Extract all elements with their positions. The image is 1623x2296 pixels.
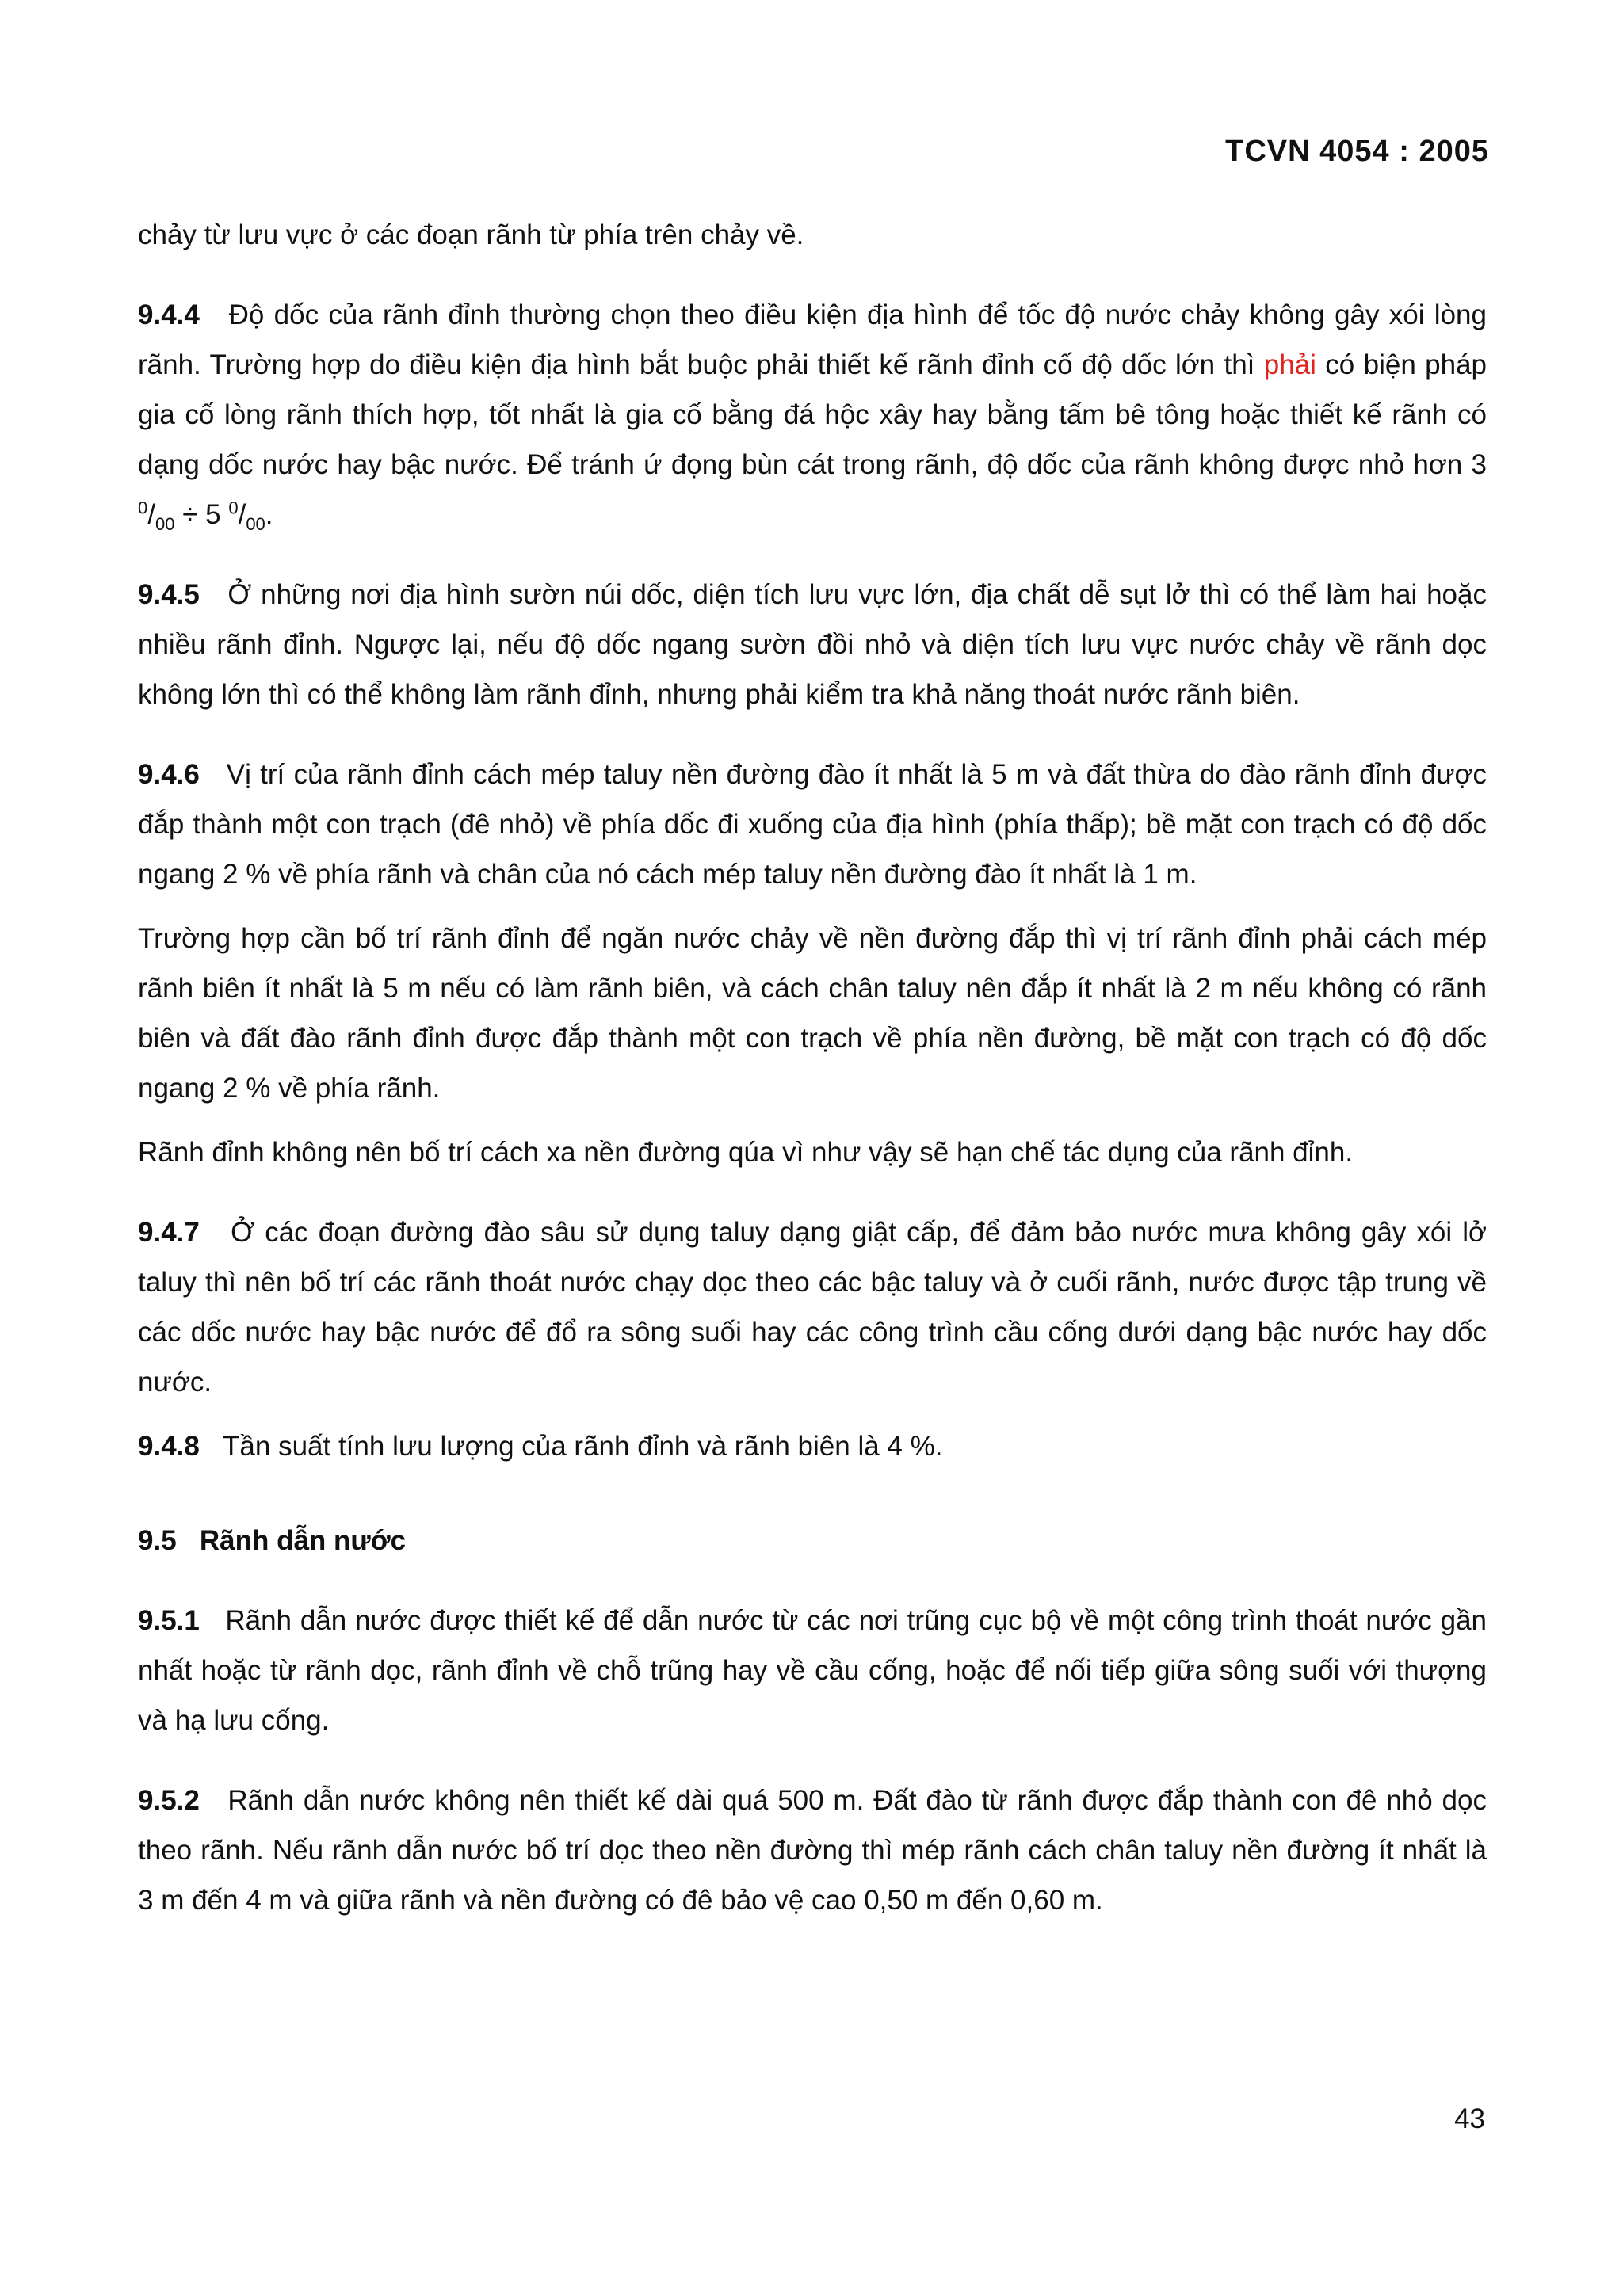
subscript: 00 — [155, 514, 175, 534]
clause-number: 9.5.1 — [138, 1605, 200, 1636]
page-number: 43 — [1454, 2103, 1485, 2134]
clause-number: 9.5.2 — [138, 1785, 200, 1816]
section-heading-9-5 — [138, 1516, 1487, 1566]
clause-text: . — [265, 499, 273, 530]
clause-number: 9.4.5 — [138, 579, 200, 610]
clause-9-4-7 — [138, 1207, 1487, 1407]
clause-text: Tần suất tính lưu lượng của rãnh đỉnh và rãnh biên là 4 %. — [223, 1431, 943, 1462]
clause-number: 9.4.6 — [138, 759, 200, 790]
clause-text: Vị trí của rãnh đỉnh cách mép taluy nền đường đào ít nhất là 5 m và đất thừa do đào rãnh đỉnh được đắp thành một con trạch (đê nhỏ) về phía dốc đi xuống của địa hình (phía thấp); bề mặt con trạch có độ dốc ngang 2 % về phía rãnh và chân của nó cách mép taluy nền đường đào ít nhất là 1 m. — [138, 759, 1487, 890]
continuation-paragraph: chảy từ lưu vực ở các đoạn rãnh từ phía trên chảy về. — [138, 219, 804, 250]
clause-9-5-1 — [138, 1596, 1487, 1745]
highlighted-word: phải — [1263, 349, 1316, 380]
document-body — [138, 210, 1487, 1925]
clause-paragraph: Rãnh đỉnh không nên bố trí cách xa nền đường qúa vì như vậy sẽ hạn chế tác dụng của rãnh đỉnh. — [138, 1137, 1354, 1168]
section-title: Rãnh dẫn nước — [199, 1525, 407, 1556]
clause-number: 9.4.8 — [138, 1431, 200, 1462]
clause-9-4-6 — [138, 749, 1487, 899]
section-number: 9.5 — [138, 1525, 177, 1556]
clause-text: Ở các đoạn đường đào sâu sử dụng taluy dạng giật cấp, để đảm bảo nước mưa không gây xói lở taluy thì nên bố trí các rãnh thoát nước chạy dọc theo các bậc taluy và ở cuối rãnh, nước được tập trung về các dốc nước hay bậc nước để đổ ra sông suối hay các công trình cầu cống dưới dạng bậc nước hay dốc nước. — [138, 1217, 1487, 1398]
clause-text: Rãnh dẫn nước không nên thiết kế dài quá 500 m. Đất đào từ rãnh được đắp thành con đê nhỏ dọc theo rãnh. Nếu rãnh dẫn nước bố trí dọc theo nền đường thì mép rãnh cách chân taluy nền đường ít nhất là 3 m đến 4 m và giữa rãnh và nền đường có đê bảo vệ cao 0,50 m đến 0,60 m. — [138, 1785, 1487, 1916]
clause-9-4-8 — [138, 1421, 1487, 1471]
clause-9-4-5 — [138, 570, 1487, 719]
clause-paragraph: Trường hợp cần bố trí rãnh đỉnh để ngăn nước chảy về nền đường đắp thì vị trí rãnh đỉnh phải cách mép rãnh biên ít nhất là 5 m nếu có làm rãnh biên, và cách chân taluy nên đắp ít nhất là 2 m nếu không có rãnh biên và đất đào rãnh đỉnh được đắp thành một con trạch về phía nền đường, bề mặt con trạch có độ dốc ngang 2 % về phía rãnh. — [138, 923, 1487, 1104]
clause-number: 9.4.7 — [138, 1217, 200, 1248]
subscript: 00 — [246, 514, 265, 534]
document-code-header: TCVN 4054 : 2005 — [1225, 135, 1489, 168]
clause-text: Độ dốc của rãnh đỉnh thường chọn theo điều kiện địa hình để tốc độ nước chảy không gây xói lòng rãnh. Trường hợp do điều kiện địa hình bắt buộc phải thiết kế rãnh đỉnh cố độ dốc lớn thì — [138, 299, 1487, 380]
clause-9-4-4: 9.4.4 Độ dốc của rãnh đỉnh thường chọn theo điều kiện địa hình để tốc độ nước chảy không gây xói lòng rãnh. Trường hợp do điều kiện địa hình bắt buộc phải thiết kế rãnh đỉnh cố độ dốc lớn thì phải có biện pháp gia cố lòng rãnh thích hợp, tốt nhất là gia cố bằng đá hộc xây hay bằng tấm bê tông hoặc thiết kế rãnh có dạng dốc nước hay bậc nước. Để tránh ứ đọng bùn cát trong rãnh, độ dốc của rãnh không được nhỏ hơn 3 $^0/_{00} \div 5$ $^0/_{00}$. — [138, 299, 1487, 534]
clause-number: 9.4.4 — [138, 299, 200, 330]
clause-text: Ở những nơi địa hình sườn núi dốc, diện tích lưu vực lớn, địa chất dễ sụt lở thì có thể làm hai hoặc nhiều rãnh đỉnh. Ngược lại, nếu độ dốc ngang sườn đồi nhỏ và diện tích lưu vực nước chảy về rãnh dọc không lớn thì có thể không làm rãnh đỉnh, nhưng phải kiểm tra khả năng thoát nước rãnh biên. — [138, 579, 1487, 710]
superscript: 0 — [228, 498, 239, 518]
superscript: 0 — [138, 498, 148, 518]
clause-9-5-2 — [138, 1775, 1487, 1925]
clause-text: Rãnh dẫn nước được thiết kế để dẫn nước từ các nơi trũng cục bộ về một công trình thoát nước gần nhất hoặc từ rãnh dọc, rãnh đỉnh về chỗ trũng hay về cầu cống, hoặc để nối tiếp giữa sông suối với thượng và hạ lưu cống. — [138, 1605, 1487, 1736]
clause-text: ÷ 5 — [174, 499, 229, 530]
clause-text: có biện pháp gia cố lòng rãnh thích hợp, tốt nhất là gia cố bằng đá hộc xây hay bằng tấm bê tông hoặc thiết kế rãnh có dạng dốc nước hay bậc nước. Để tránh ứ đọng bùn cát trong rãnh, độ dốc của rãnh không được nhỏ hơn 3 — [138, 349, 1487, 480]
